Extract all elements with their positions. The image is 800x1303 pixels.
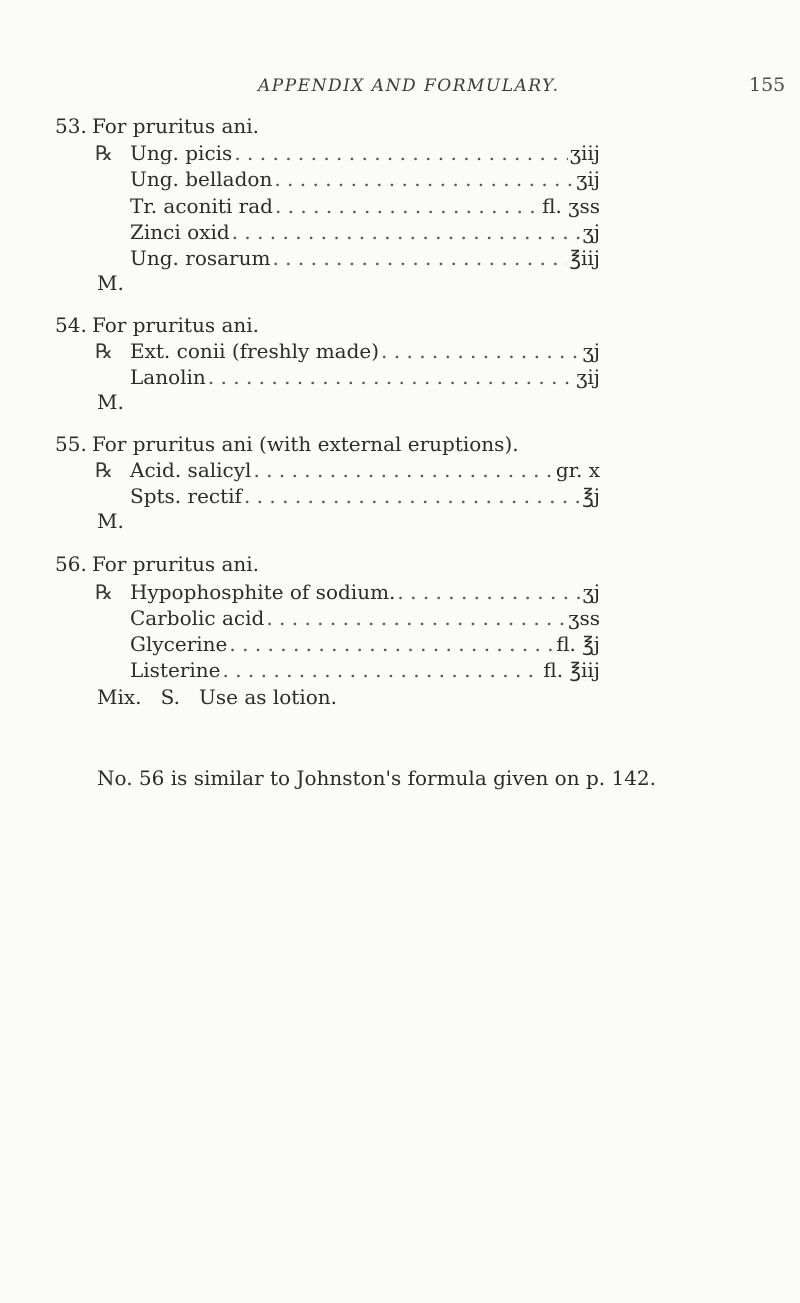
formula-number: 56. — [55, 552, 87, 576]
leader-dots — [223, 658, 542, 682]
recipe-symbol: ℞ — [95, 458, 113, 482]
ingredient-name: Listerine — [130, 658, 221, 682]
ingredient-name: Zinci oxid — [130, 220, 230, 244]
ingredient-quantity: gr. x — [555, 458, 600, 482]
ingredient-name: Ung. picis — [130, 141, 233, 165]
formula-number: 54. — [55, 313, 87, 337]
recipe-symbol: ℞ — [95, 580, 113, 604]
ingredient-line — [130, 606, 600, 632]
formula-number: 55. — [55, 432, 87, 456]
ingredient-quantity: ℥iij — [569, 246, 600, 270]
ingredient-quantity: ʒij — [576, 167, 600, 191]
mix-instruction: M. — [97, 271, 124, 295]
running-title: APPENDIX AND FORMULARY. — [258, 76, 560, 96]
formula-number: 53. — [55, 114, 87, 138]
ingredient-quantity: ʒij — [576, 365, 600, 389]
ingredient-name: Glycerine — [130, 632, 228, 656]
leader-dots — [234, 141, 567, 165]
recipe-symbol: ℞ — [95, 141, 113, 165]
ingredient-name: Carbolic acid — [130, 606, 265, 630]
leader-dots — [229, 632, 554, 656]
recipe-symbol: ℞ — [95, 339, 113, 363]
ingredient-quantity: fl. ℥j — [556, 632, 600, 656]
ingredient-quantity: ʒj — [582, 339, 600, 363]
ingredient-name: Spts. rectif — [130, 484, 242, 508]
ingredient-name: Ung. belladon — [130, 167, 273, 191]
mix-instruction: M. — [97, 509, 124, 533]
formula-heading — [55, 432, 519, 456]
ingredient-line — [130, 194, 600, 220]
ingredient-quantity: fl. ʒss — [542, 194, 600, 218]
leader-dots — [232, 220, 581, 244]
mix-instruction: M. — [97, 390, 124, 414]
leader-dots — [208, 365, 574, 389]
ingredient-quantity: fl. ℥iij — [543, 658, 600, 682]
ingredient-line — [130, 339, 600, 365]
ingredient-quantity: ʒj — [582, 220, 600, 244]
ingredient-line — [130, 632, 600, 658]
leader-dots — [244, 484, 580, 508]
page-header — [0, 74, 800, 104]
ingredient-line — [130, 365, 600, 391]
ingredient-name: Acid. salicyl — [130, 458, 252, 482]
ingredient-line — [130, 167, 600, 193]
ingredient-name: Ext. conii (freshly made) — [130, 339, 380, 363]
ingredient-line — [130, 246, 600, 272]
formula-title: For pruritus ani (with external eruptions). — [92, 432, 519, 456]
leader-dots — [381, 339, 580, 363]
page-number: 155 — [749, 74, 786, 96]
leader-dots — [272, 246, 567, 270]
ingredient-quantity: ʒiij — [569, 141, 600, 165]
ingredient-name: Hypophosphite of sodium. — [130, 580, 396, 604]
formula-title: For pruritus ani. — [92, 313, 260, 337]
ingredient-name: Lanolin — [130, 365, 206, 389]
ingredient-line — [130, 220, 600, 246]
ingredient-line — [130, 658, 600, 684]
leader-dots — [274, 167, 574, 191]
ingredient-name: Ung. rosarum — [130, 246, 271, 270]
ingredient-name: Tr. aconiti rad — [130, 194, 273, 218]
formula-heading — [55, 313, 259, 337]
formula-heading — [55, 552, 259, 576]
ingredient-line — [130, 458, 600, 484]
ingredient-quantity: ℥j — [582, 484, 600, 508]
mix-instruction: Mix. S. Use as lotion. — [97, 685, 338, 709]
ingredient-quantity: ʒj — [582, 580, 600, 604]
footnote: No. 56 is similar to Johnston's formula given on p. 142. — [97, 766, 657, 790]
ingredient-line — [130, 580, 600, 606]
ingredient-line — [130, 484, 600, 510]
leader-dots — [275, 194, 540, 218]
leader-dots — [266, 606, 566, 630]
ingredient-quantity: ʒss — [568, 606, 600, 630]
formula-heading — [55, 114, 259, 138]
leader-dots — [397, 580, 580, 604]
formula-title: For pruritus ani. — [92, 552, 260, 576]
formula-title: For pruritus ani. — [92, 114, 260, 138]
ingredient-line — [130, 141, 600, 167]
leader-dots — [253, 458, 553, 482]
